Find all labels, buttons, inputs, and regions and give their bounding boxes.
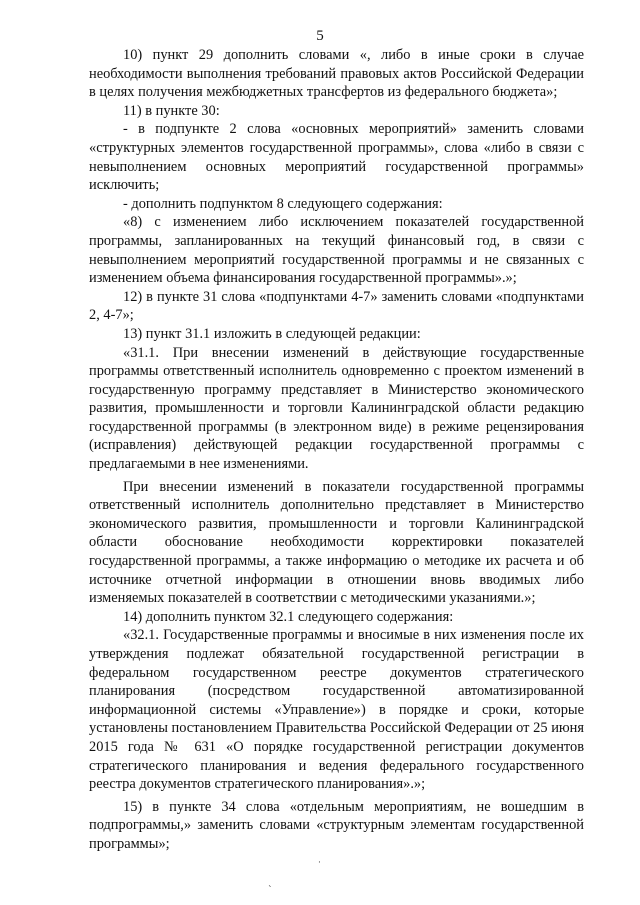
paragraph-subitem-2: - в подпункте 2 слова «основных мероприятий» заменить словами «структурных элементов государственной программы», слова «либо в связи с невыполнением основных мероприятий государственной программы» исключить; [89,121,584,194]
paragraph-subitem-8-intro: - дополнить подпунктом 8 следующего содержания: [123,195,443,212]
paragraph-31-1-text: «31.1. При внесении изменений в действующие государственные программы ответственный исполнитель одновременно с проектом изменений в государственную программу представляет в Министерство экономического развития, промышленности и торговли Калининградской области редакцию государственной программы (в электронном виде) в режиме рецензирования (исправления) действующей редакции государственной программы с предлагаемыми в нее изменениями. [89,344,584,473]
paragraph-item-10: 10) пункт 29 дополнить словами «, либо в иные сроки в случае необходимости выполнения требований правовых актов Российской Федерации в целях получения межбюджетных трансфертов из федерального бюджета»; [89,47,584,101]
paragraph-item-15: 15) в пункте 34 слова «отдельным мероприятиям, не вошедшим в подпрограммы,» заменить словами «структурным элементам государственной программы»; [89,798,584,852]
page-number: 5 [316,28,324,44]
paragraph-subitem-8-text: «8) с изменением либо исключением показателей государственной программы, запланированных на текущий финансовый год, в связи с невыполнением мероприятий государственной программы и не связанных с изменением объема финансирования государственной программы».»; [89,214,584,287]
scan-speck: · [318,858,321,868]
paragraph-item-14: 14) дополнить пунктом 32.1 следующего содержания: [123,608,454,625]
scan-speck: ˎ [268,878,273,888]
document-body [89,46,584,854]
paragraph-item-13: 13) пункт 31.1 изложить в следующей редакции: [123,325,421,342]
paragraph-32-1-text: «32.1. Государственные программы и вносимые в них изменения после их утверждения подлежат обязательной государственной регистрации в федеральном государственном реестре документов стратегического планирования (посредством государственной автоматизированной информационной системы «Управление») в порядке и сроки, которые установлены постановлением Правительства Российской Федерации от 25 июня 2015 года № 631 «О порядке государственной регистрации документов стратегического планирования и ведения федерального государственного реестра документов стратегического планирования».»; [89,627,584,793]
paragraph-item-12: 12) в пункте 31 слова «подпунктами 4-7» заменить словами «подпунктами 2, 4-7»; [89,288,584,324]
paragraph-item-11: 11) в пункте 30: [123,102,220,119]
paragraph-31-1-indicators: При внесении изменений в показатели государственной программы ответственный исполнитель дополнительно представляет в Министерство экономического развития, промышленности и торговли Калининградской области обоснование необходимости корректировки показателей государственной программы, а также информацию о методике их расчета и об источнике отчетной информации в отношении вновь вводимых либо изменяемых показателей в соответствии с методическими указаниями.»; [89,478,584,607]
